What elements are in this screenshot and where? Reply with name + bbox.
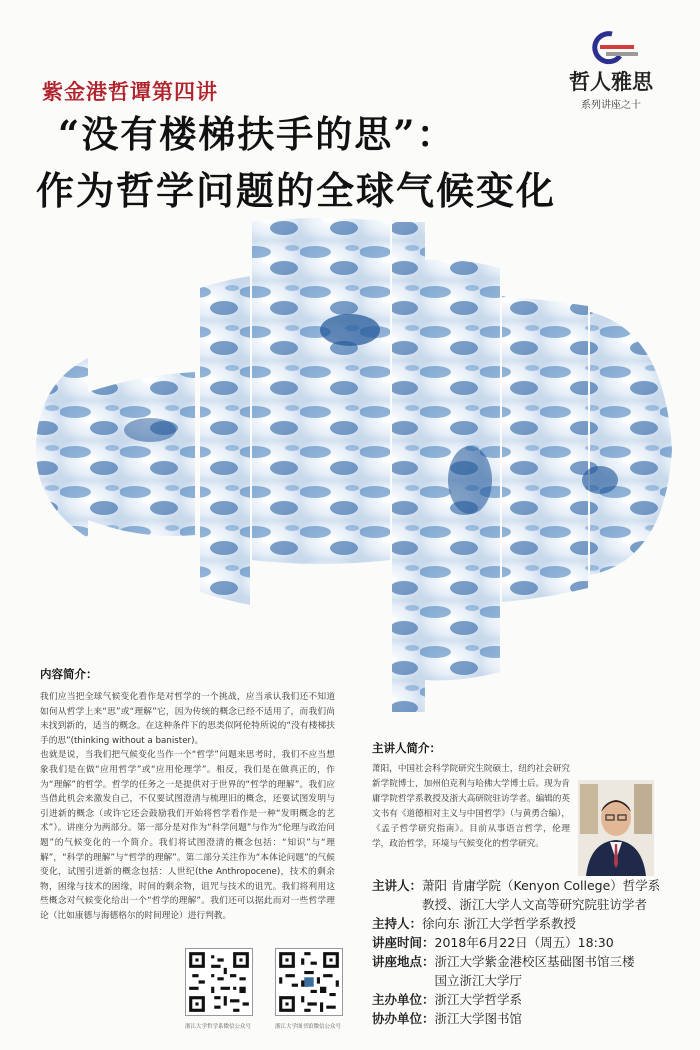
detail-value: 2018年6月22日（周五）18:30 (434, 935, 614, 950)
detail-speaker (372, 876, 672, 914)
qr-caption-2: 浙江大学图书馆微信公众号 (274, 1024, 341, 1030)
logo-subtitle: 系列讲座之十 (581, 100, 641, 111)
poster-title-line2: 作为哲学问题的全球气候变化 (36, 168, 557, 213)
qr-code-icon[interactable] (275, 948, 343, 1016)
qr-code-icon[interactable] (185, 948, 253, 1016)
poster-title-line1: “没有楼梯扶手的思”： (58, 112, 456, 156)
detail-value: 徐向东 浙江大学哲学系教授 (422, 916, 576, 931)
intro-paragraph-2: 也就是说，当我们把气候变化当作一个“哲学”问题来思考时，我们不应当想象我们是在做“应用哲学”或“应用伦理学”。相反，我们是在做真正的，作为“理解”的哲学。哲学的任务之一是提供对于世界的“哲学的理解”。我们应当借此机会来激发自己，不仅要试图澄清与梳理旧的概念，还要试图发明与引进新的概念（或许它还会鼓励我们开始将哲学看作是一种“发明概念的艺术”）。讲座分为两部分。第一部分是对作为“科学问题”与作为“伦理与政治问题”的气候变化的一个简介。我们将试图澄清的概念包括：“知识”与“理解”，“科学的理解”与“哲学的理解”。第二部分关注作为“本体论问题”的气候变化，试图引进新的概念包括：人世纪(the Anthropocene)，技术的剩余物，困缘与技术的困缘，时间的剩余物，诅咒与技术的诅咒。我们将利用这些概念对气候变化给出一个“哲学的理解”。我们还可以据此而对一些哲学理论（比如康德与海德格尔的时间理论）进行判教。 (40, 750, 335, 921)
detail-value (422, 876, 660, 914)
intro-section (40, 666, 335, 924)
detail-key: 协办单位： (372, 1011, 435, 1026)
series-logo (546, 28, 676, 111)
map-strip-2 (88, 372, 195, 536)
speaker-photo (578, 780, 654, 876)
detail-key: 主办单位： (372, 992, 435, 1007)
detail-line: 教授、浙江大学人文高等研究院驻访学者 (422, 897, 648, 912)
detail-time (372, 933, 672, 952)
earth-map-artwork (0, 200, 700, 720)
detail-value (435, 952, 635, 990)
qr-block-2 (268, 948, 348, 1030)
qr-block-1 (178, 948, 258, 1030)
intro-heading: 内容简介： (40, 667, 98, 681)
detail-key: 主讲人： (372, 878, 423, 893)
map-strip-8 (590, 312, 672, 575)
qr-code-group (178, 948, 348, 1030)
map-strip-3 (200, 276, 250, 605)
lecture-details (372, 876, 672, 1028)
detail-value: 浙江大学图书馆 (434, 1011, 523, 1026)
portrait-icon (578, 780, 654, 876)
detail-key: 讲座地点： (372, 954, 435, 969)
speaker-bio: 萧阳，中国社会科学院研究生院硕士，纽约社会研究新学院博士，加州伯克利与哈佛大学博士后。现为肯庸学院哲学系教授及浙大高研院驻访学者。编辑的英文书有《道德相对主义与中国哲学》（与黄勇合编），《孟子哲学研究指南》。目前从事语言哲学，伦理学，政治哲学，环境与气候变化的哲学研究。 (372, 764, 570, 849)
detail-value: 浙江大学哲学系 (434, 992, 523, 1007)
speaker-section (372, 740, 662, 876)
detail-line: 浙江大学紫金港校区基础图书馆三楼 (434, 954, 635, 969)
speaker-heading: 主讲人简介： (372, 741, 441, 755)
detail-line: 萧阳 肯庸学院（Kenyon College）哲学系 (422, 878, 661, 893)
logo-mark-icon (582, 28, 640, 66)
detail-organizer (372, 990, 672, 1009)
logo-name: 哲人雅思 (569, 69, 653, 94)
detail-location (372, 952, 672, 990)
map-strip-7 (502, 296, 588, 602)
qr-caption-1: 浙江大学哲学系微信公众号 (184, 1024, 251, 1030)
detail-key: 讲座时间： (372, 935, 435, 950)
map-strip-5 (392, 222, 425, 712)
detail-key: 主持人： (372, 916, 423, 931)
map-strip-1 (36, 358, 88, 538)
intro-paragraph-1: 我们应当把全球气候变化看作是对哲学的一个挑战，应当承认我们还不知道如何从哲学上来“思”或“理解”它，因为传统的概念已经不适用了，而我们尚未找到新的，适当的概念。在这种条件下的思类似阿伦特所说的“没有楼梯扶手的思”(thinking without a banister)。 (40, 692, 335, 746)
series-title: 紫金港哲谭第四讲 (42, 79, 218, 104)
map-strip-4 (252, 218, 390, 564)
detail-line: 国立浙江大学厅 (434, 973, 523, 988)
detail-co-organizer (372, 1009, 672, 1028)
detail-host (372, 914, 672, 933)
